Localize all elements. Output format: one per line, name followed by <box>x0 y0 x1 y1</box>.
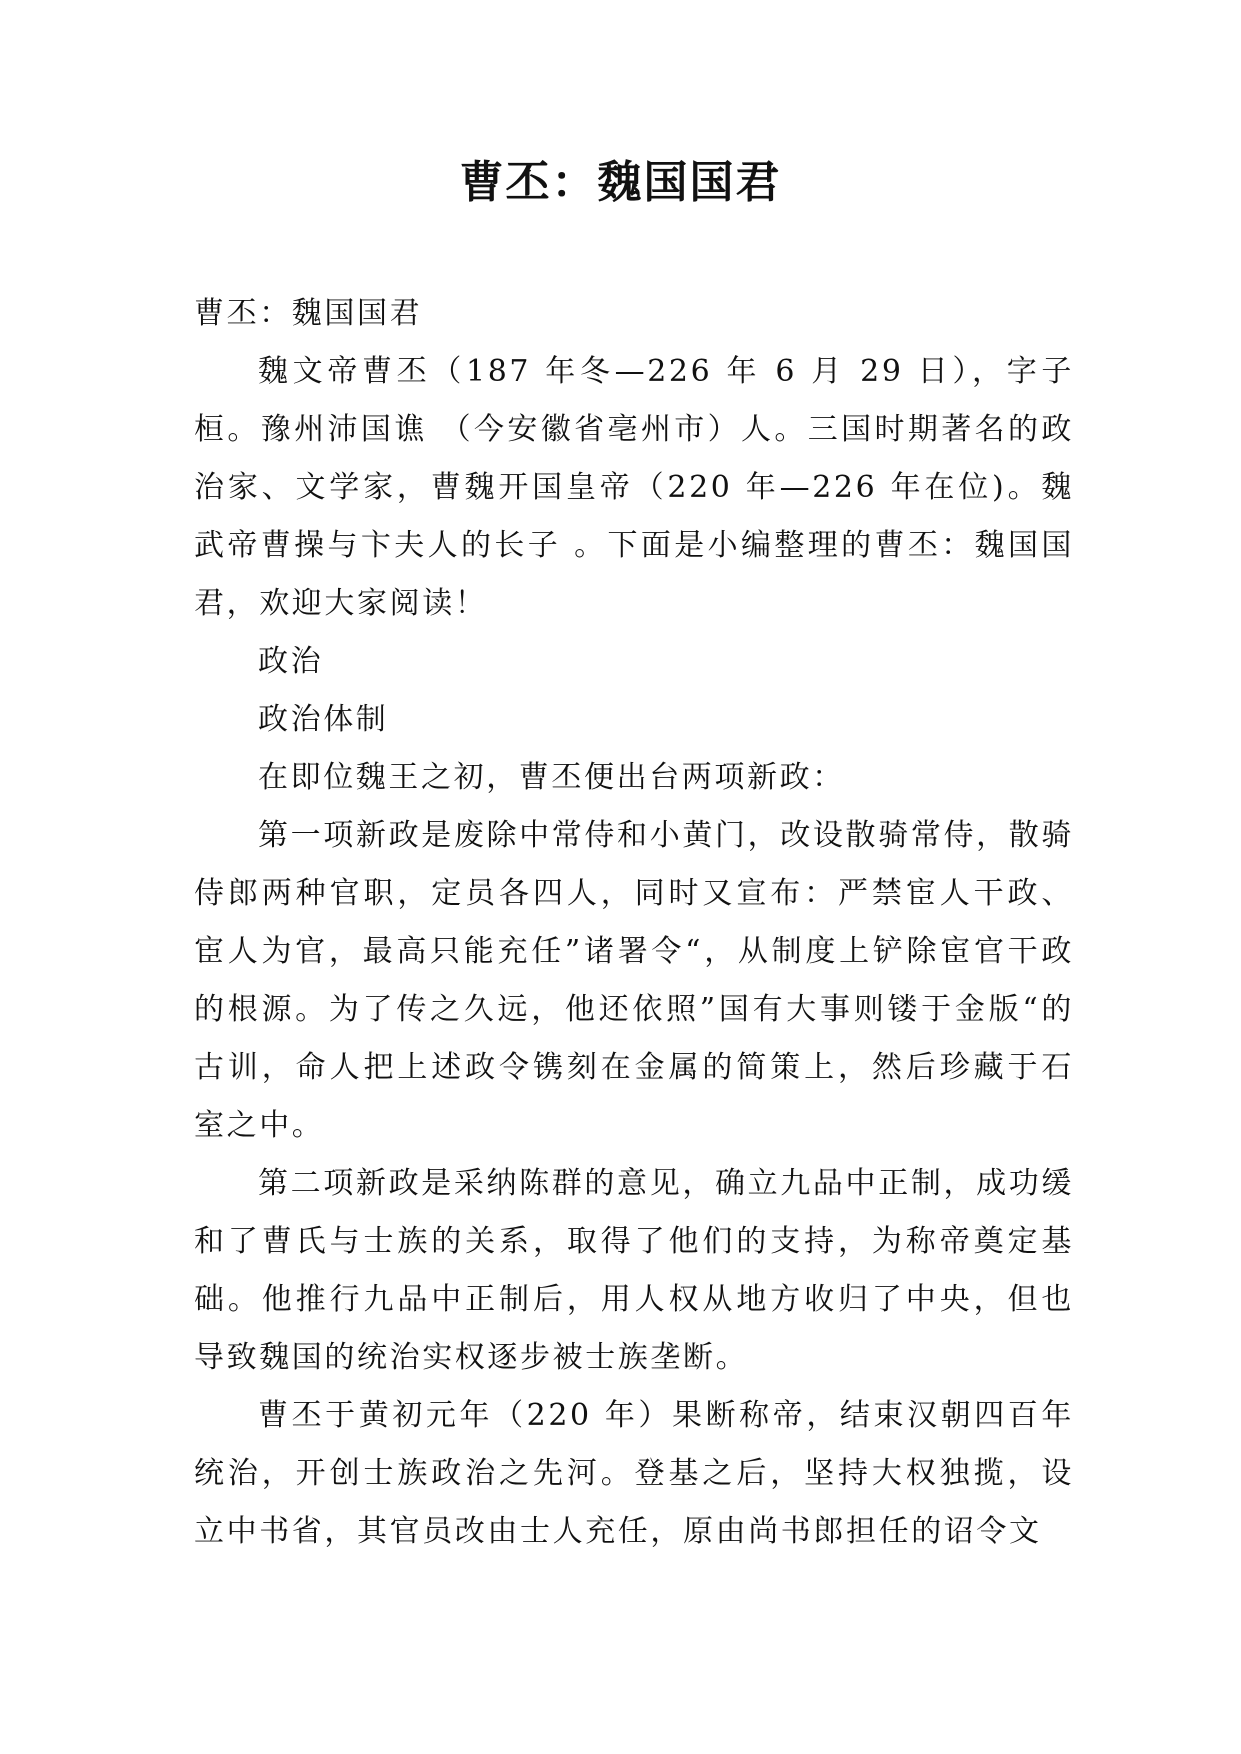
document-title: 曹丕：魏国国君 <box>459 157 782 208</box>
paragraph-intro: 魏文帝曹丕（187 年冬—226 年 6 月 29 日），字子桓。豫州沛国谯 （今安徽省亳州市）人。三国时期著名的政治家、文学家，曹魏开国皇帝（220 年—226 年在位)。魏武帝曹操与卞夫人的长子 。下面是小编整理的曹丕：魏国国君，欢迎大家阅读！ <box>194 354 1074 621</box>
subsection-heading-political-system: 政治体制 <box>258 702 389 737</box>
document-body <box>194 285 1074 1561</box>
paragraph-second-policy: 第二项新政是采纳陈群的意见，确立九品中正制，成功缓和了曹氏与士族的关系，取得了他们的支持，为称帝奠定基础。他推行九品中正制后，用人权从地方收归了中央，但也导致魏国的统治实权逐步被士族垄断。 <box>194 1166 1074 1375</box>
paragraph-first-policy: 第一项新政是废除中常侍和小黄门，改设散骑常侍，散骑侍郎两种官职，定员各四人，同时又宣布：严禁宦人干政、宦人为官，最高只能充任”诸署令“，从制度上铲除宦官干政的根源。为了传之久远，他还依照”国有大事则镂于金版“的古训，命人把上述政令镌刻在金属的简策上，然后珍藏于石室之中。 <box>194 818 1074 1143</box>
paragraph-new-policies: 在即位魏王之初，曹丕便出台两项新政： <box>258 760 845 795</box>
section-heading-politics: 政治 <box>258 644 324 679</box>
paragraph-enthronement: 曹丕于黄初元年（220 年）果断称帝，结束汉朝四百年统治，开创士族政治之先河。登基之后，坚持大权独揽，设立中书省，其官员改由士人充任，原由尚书郎担任的诏令文 <box>194 1398 1074 1549</box>
paragraph-heading-repeat: 曹丕：魏国国君 <box>194 296 423 331</box>
